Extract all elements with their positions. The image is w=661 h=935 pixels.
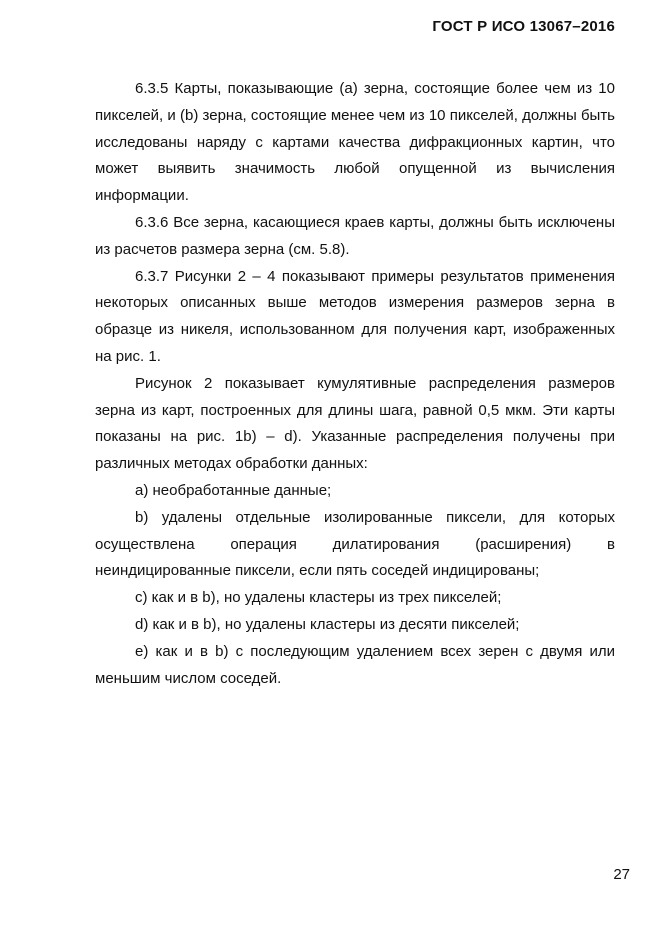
paragraph-figure-2: Рисунок 2 показывает кумулятивные распределения размеров зерна из карт, построенных для длины шага, равной 0,5 мкм. Эти карты показаны на рис. 1b) – d). Указанные распределения получены при различных методах обработки данных: [95, 374, 615, 473]
document-body [95, 76, 615, 692]
paragraph-6-3-7: 6.3.7 Рисунки 2 – 4 показывают примеры результатов применения некоторых описанных выше методов измерения размеров зерна в образце из никеля, использованном для получения карт, изображенных на рис. 1. [95, 267, 615, 365]
list-item-d: d) как и в b), но удалены кластеры из десяти пикселей; [135, 615, 520, 633]
page-number: 27 [613, 866, 630, 883]
paragraph-6-3-6: 6.3.6 Все зерна, касающиеся краев карты, должны быть исключены из расчетов размера зерна (см. 5.8). [95, 213, 615, 258]
list-item-b: b) удалены отдельные изолированные пиксели, для которых осуществлена операция дилатирования (расширения) в неиндицированные пиксели, если пять соседей индицированы; [95, 508, 615, 580]
document-header: ГОСТ Р ИСО 13067–2016 [432, 18, 615, 35]
list-item-c: c) как и в b), но удалены кластеры из трех пикселей; [135, 589, 502, 607]
list-item-a: a) необработанные данные; [135, 481, 332, 499]
list-item-e: e) как и в b) с последующим удалением всех зерен с двумя или меньшим числом соседей. [95, 642, 615, 687]
paragraph-6-3-5: 6.3.5 Карты, показывающие (a) зерна, состоящие более чем из 10 пикселей, и (b) зерна, состоящие менее чем из 10 пикселей, должны быть исследованы наряду с картами качества дифракционных картин, что может выявить значимость любой опущенной из вычисления информации. [95, 80, 615, 205]
